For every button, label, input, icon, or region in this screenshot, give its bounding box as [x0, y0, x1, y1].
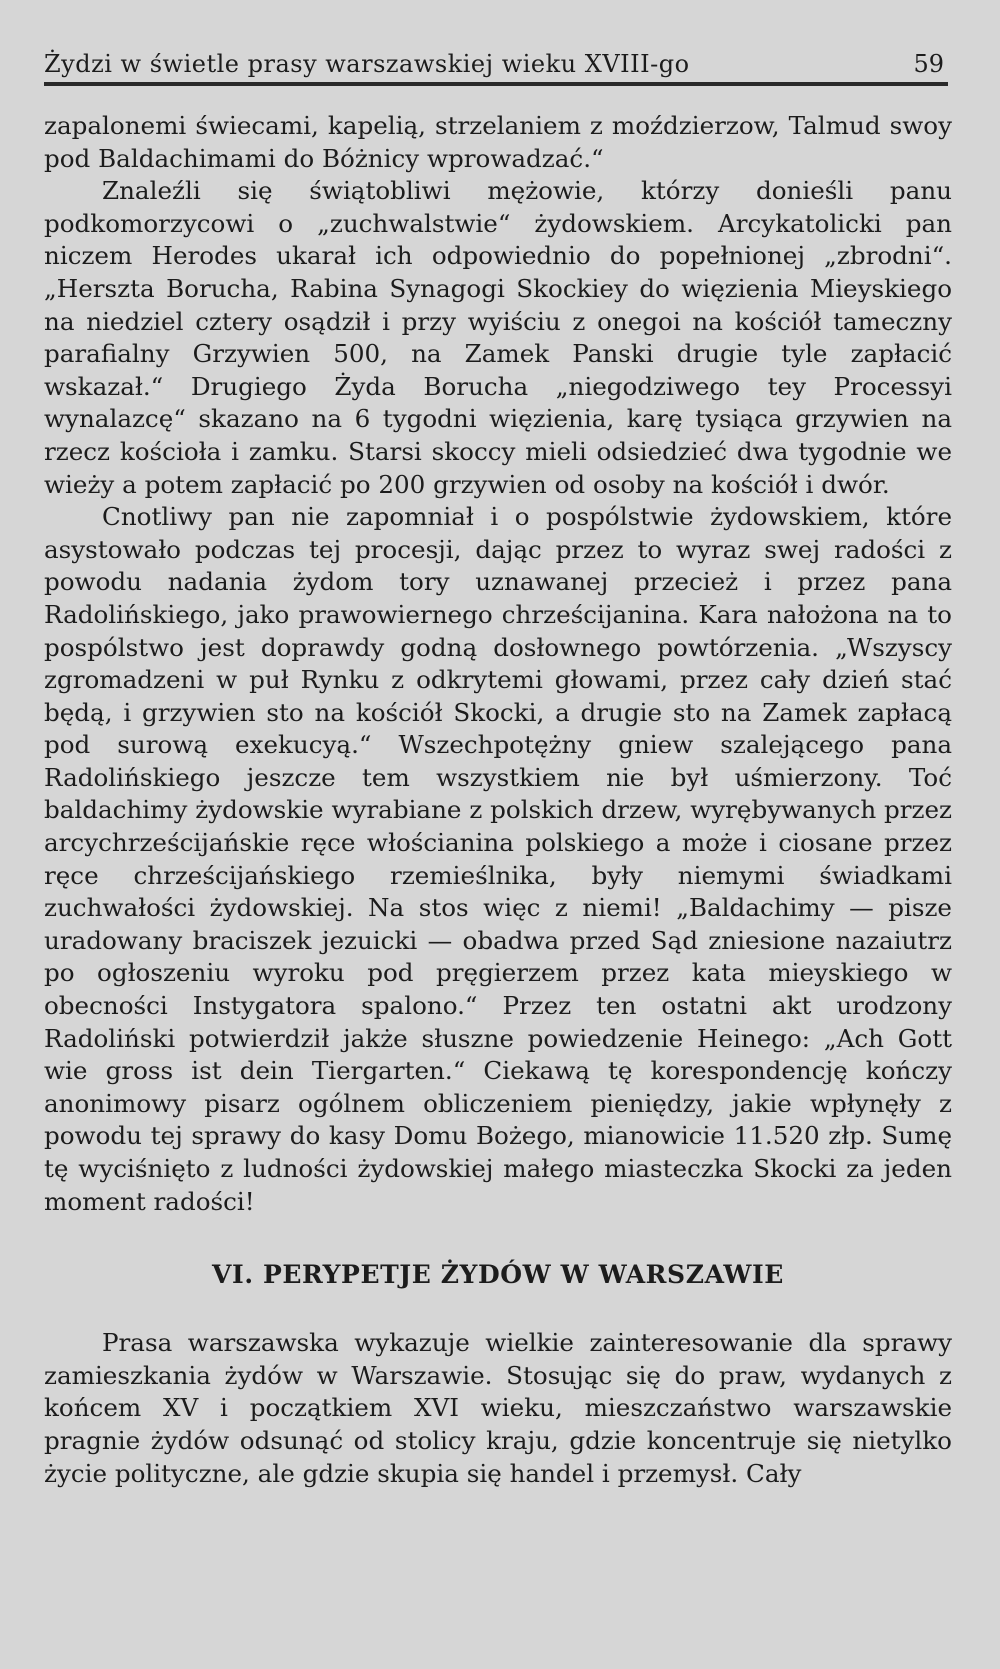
section-paragraph: Prasa warszawska wykazuje wielkie zainteresowanie dla sprawy zamieszkania żydów w Warszawie. Stosując się do praw, wydanych z końcem XV i początkiem XVI wieku, mieszczaństwo warszawskie pragnie żydów odsunąć od stolicy kraju, gdzie koncentruje się nietylko życie polityczne, ale gdzie skupia się handel i przemysł. Cały — [44, 1328, 952, 1488]
paragraph: Cnotliwy pan nie zapomniał i o pospólstwie żydowskiem, które asystowało podczas tej procesji, dając przez to wyraz swej radości z powodu nadania żydom tory uznawanej przecież i przez pana Radolińskiego, jako prawowiernego chrześcijanina. Kara nałożona na to pospólstwo jest doprawdy godną dosłownego powtórzenia. „Wszyscy zgromadzeni w puł Rynku z odkrytemi głowami, przez cały dzień stać będą, i grzywien sto na kościół Skocki, a drugie sto na Zamek zapłacą pod surową exekucyą.“ Wszechpotężny gniew szalejącego pana Radolińskiego jeszcze tem wszystkiem nie był uśmierzony. Toć baldachimy żydowskie wyrabiane z polskich drzew, wyrębywanych przez arcychrześcijańskie ręce włościanina polskiego a może i ciosane przez ręce chrześcijańskiego rzemieślnika, były niemymi świadkami zuchwałości żydowskiej. Na stos więc z niemi! „Baldachimy — pisze uradowany braciszek jezuicki — obadwa przed Sąd zniesione nazaiutrz po ogłoszeniu wyroku pod pręgierzem przez kata mieyskiego w obecności Instygatora spalono.“ Przez ten ostatni akt urodzony Radoliński potwierdził jakże słuszne powiedzenie Heinego: „Ach Gott wie gross ist dein Tiergarten.“ Ciekawą tę korespondencję kończy anonimowy pisarz ogólnem obliczeniem pieniędzy, jakie wpłynęły z powodu tej sprawy do kasy Domu Bożego, mianowicie 11.520 złp. Sumę tę wyciśnięto z ludności żydowskiej małego miasteczka Skocki za jeden moment radości! — [44, 502, 952, 1216]
running-title: Żydzi w świetle prasy warszawskiej wieku XVIII-go — [44, 50, 690, 78]
section-heading: VI. PERYPETJE ŻYDÓW W WARSZAWIE — [212, 1260, 784, 1290]
running-head — [44, 44, 948, 86]
paragraph: Znaleźli się świątobliwi mężowie, którzy donieśli panu podkomorzycowi o „zuchwalstwie“ żydowskiem. Arcykatolicki pan niczem Herodes ukarał ich odpowiednio do popełnionej „zbrodni“. „Herszta Borucha, Rabina Synagogi Skockiey do więzienia Mieyskiego na niedziel cztery osądził i przy wyiściu z onegoi na kościół tameczny parafialny Grzywien 500, na Zamek Panski drugie tyle zapłacić wskazał.“ Drugiego Żyda Borucha „niegodziwego tey Processyi wynalazcę“ skazano na 6 tygodni więzienia, karę tysiąca grzywien na rzecz kościoła i zamku. Starsi skoccy mieli odsiedzieć dwa tygodnie we wieży a potem zapłacić po 200 grzywien od osoby na kościół i dwór. — [44, 176, 952, 499]
page-number: 59 — [913, 50, 944, 78]
paragraph-continuation: zapalonemi świecami, kapelią, strzelaniem z moździerzow, Talmud swoy pod Baldachimami do Bóżnicy wprowadzać.“ — [44, 111, 952, 173]
page-body — [44, 110, 952, 1490]
